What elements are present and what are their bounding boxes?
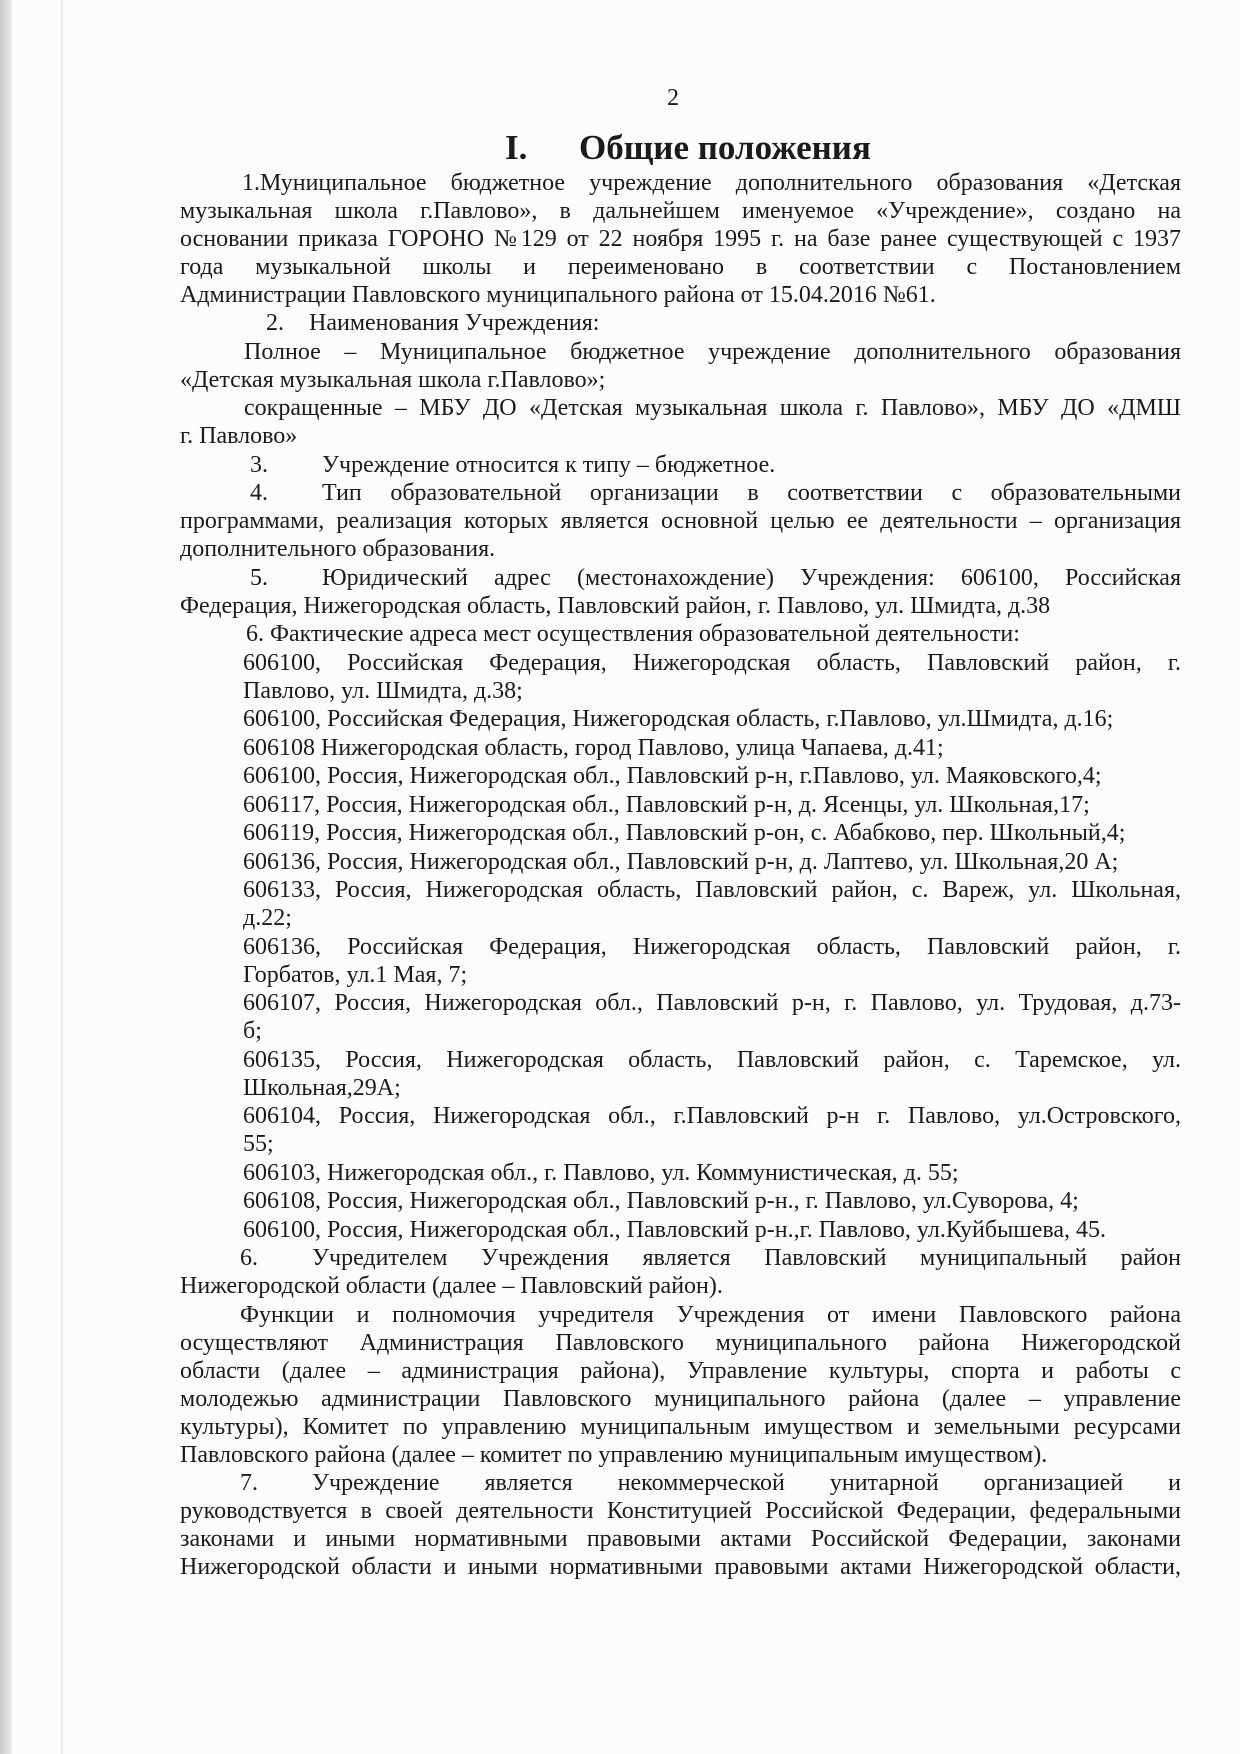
paragraph-number: 2.: [266, 310, 284, 336]
text-line: [180, 1441, 1181, 1469]
paragraph: [180, 338, 1181, 394]
text-line: [180, 1497, 1181, 1525]
text-line: [180, 197, 1181, 225]
numbered-paragraph: [180, 1244, 1181, 1300]
line-text: культуры), Комитет по управлению муниципальным имуществом и земельными ресурсами: [180, 1413, 1181, 1440]
line-text: 606100, Российская Федерация, Нижегородская область, г.Павлово, ул.Шмидта, д.16;: [243, 706, 1114, 732]
text-line: [180, 309, 1181, 337]
text-line: [180, 876, 1181, 904]
line-text: Павлово, ул. Шмидта, д.38;: [243, 677, 523, 704]
text-line: [180, 620, 1181, 648]
line-text: 606133, Россия, Нижегородская область, Павловский район, с. Вареж, ул. Школьная,: [243, 877, 1181, 903]
text-line: [180, 281, 1181, 309]
text-line: [180, 394, 1181, 422]
line-text: 606136, Российская Федерация, Нижегородская область, Павловский район, г.: [243, 933, 1181, 960]
paragraph: [180, 848, 1181, 876]
line-text: программами, реализация которых является основной целью ее деятельности – организация: [180, 508, 1181, 534]
line-text: года музыкальной школы и переименовано в соответствии с Постановлением: [180, 253, 1181, 280]
document-body: [180, 168, 1181, 1581]
paragraph-number: 7.: [240, 1470, 258, 1496]
numbered-paragraph: [180, 479, 1181, 563]
line-text: Горбатов, ул.1 Мая, 7;: [243, 961, 468, 988]
paragraph: [180, 1159, 1181, 1187]
paragraph: [180, 1301, 1181, 1469]
paragraph: [180, 734, 1181, 762]
numbered-paragraph: [180, 451, 1181, 479]
line-text: 606107, Россия, Нижегородская обл., Павловский р-н, г. Павлово, ул. Трудовая, д.73-: [243, 990, 1181, 1016]
line-text: Учредителем Учреждения является Павловский муниципальный район: [312, 1245, 1181, 1271]
text-line: [180, 1301, 1181, 1329]
line-text: Тип образовательной организации в соответствии с образовательными: [322, 480, 1181, 506]
text-line: [180, 762, 1181, 790]
line-text: 606117, Россия, Нижегородская обл., Павловский р-н, д. Ясенцы, ул. Школьная,17;: [243, 791, 1090, 818]
line-text: молодежью администрации Павловского муниципального района (далее – управление: [180, 1385, 1181, 1412]
text-line: [180, 1046, 1181, 1074]
section-title-text: Общие положения: [579, 128, 871, 167]
line-text: Нижегородской области и иными нормативными правовыми актами Нижегородской области,: [180, 1554, 1181, 1580]
line-text: б;: [243, 1018, 262, 1044]
text-line: [180, 933, 1181, 961]
text-line: [180, 592, 1181, 620]
page-number: 2: [667, 85, 679, 111]
paragraph-number: 6.: [240, 1245, 258, 1271]
paragraph-number: 4.: [250, 480, 268, 506]
text-line: [180, 1102, 1181, 1130]
text-line: [180, 1159, 1181, 1187]
paragraph: [180, 1102, 1181, 1158]
paragraph: [180, 169, 1181, 309]
text-line: [180, 1130, 1181, 1158]
paragraph: [180, 762, 1181, 790]
line-text: 606108, Россия, Нижегородская обл., Павловский р-н., г. Павлово, ул.Суворова, 4;: [243, 1188, 1079, 1214]
line-text: Учреждение относится к типу – бюджетное.: [322, 451, 776, 478]
text-line: [180, 1017, 1181, 1045]
text-line: [180, 961, 1181, 989]
line-text: осуществляют Администрация Павловского муниципального района Нижегородской: [180, 1329, 1181, 1356]
line-text: Наименования Учреждения:: [309, 310, 600, 336]
paragraph: [180, 933, 1181, 989]
text-line: [180, 1469, 1181, 1497]
section-title: [505, 128, 871, 168]
text-line: [180, 705, 1181, 733]
text-line: [180, 1525, 1181, 1553]
scan-edge-shadow: [0, 0, 12, 1754]
paragraph: [180, 394, 1181, 450]
line-text: 606104, Россия, Нижегородская обл., г.Павловский р-н г. Павлово, ул.Островского,: [243, 1103, 1181, 1129]
paragraph: [180, 620, 1181, 648]
line-text: основании приказа ГОРОНО №129 от 22 ноября 1995 г. на базе ранее существующей с 1937: [180, 225, 1181, 252]
line-text: Учреждение является некоммерческой унитарной организацией и: [312, 1470, 1181, 1496]
line-text: 606100, Россия, Нижегородская обл., Павловский р-н, г.Павлово, ул. Маяковского,4;: [243, 763, 1102, 789]
numbered-paragraph: [180, 309, 1181, 337]
paragraph: [180, 1216, 1181, 1244]
line-text: Функции и полномочия учредителя Учреждения от имени Павловского района: [240, 1301, 1181, 1328]
line-text: Школьная,29А;: [243, 1074, 401, 1101]
text-line: [180, 734, 1181, 762]
line-text: 606103, Нижегородская обл., г. Павлово, ул. Коммунистическая, д. 55;: [243, 1159, 959, 1186]
text-line: [180, 451, 1181, 479]
text-line: [180, 507, 1181, 535]
text-line: [180, 989, 1181, 1017]
paragraph-number: 5.: [250, 564, 268, 591]
text-line: [180, 1413, 1181, 1441]
text-line: [180, 1244, 1181, 1272]
text-line: [180, 848, 1181, 876]
line-text: сокращенные – МБУ ДО «Детская музыкальная школа г. Павлово», МБУ ДО «ДМШ: [244, 395, 1181, 421]
text-line: [180, 1553, 1181, 1581]
line-text: «Детская музыкальная школа г.Павлово»;: [180, 366, 606, 393]
line-text: 606119, Россия, Нижегородская обл., Павловский р-он, с. Абабково, пер. Школьный,4;: [243, 820, 1126, 846]
line-text: Павловского района (далее – комитет по управлению муниципальным имуществом).: [180, 1441, 1048, 1468]
section-numeral: I.: [505, 128, 528, 167]
text-line: [180, 1074, 1181, 1102]
paragraph: [180, 1046, 1181, 1102]
text-line: [180, 169, 1181, 197]
line-text: законами и иными нормативными правовыми актами Российской Федерации, законами: [180, 1526, 1181, 1552]
text-line: [180, 1329, 1181, 1357]
paragraph: [180, 649, 1181, 705]
paragraph: [180, 819, 1181, 847]
paragraph-number: 3.: [250, 451, 268, 478]
text-line: [180, 1187, 1181, 1215]
line-text: дополнительного образования.: [180, 536, 496, 562]
line-text: 606100, Россия, Нижегородская обл., Павловский р-н.,г. Павлово, ул.Куйбышева, 45.: [243, 1216, 1107, 1243]
line-text: 606108 Нижегородская область, город Павлово, улица Чапаева, д.41;: [243, 734, 944, 761]
text-line: [180, 422, 1181, 450]
line-text: 606100, Российская Федерация, Нижегородская область, Павловский район, г.: [243, 649, 1181, 676]
line-text: 606136, Россия, Нижегородская обл., Павловский р-н, д. Лаптево, ул. Школьная,20 А;: [243, 848, 1119, 875]
line-text: д.22;: [243, 905, 292, 931]
line-text: г. Павлово»: [180, 423, 298, 449]
line-text: 55;: [243, 1131, 274, 1157]
text-line: [180, 1216, 1181, 1244]
paragraph: [180, 705, 1181, 733]
text-line: [180, 1357, 1181, 1385]
text-line: [180, 366, 1181, 394]
line-text: Федерация, Нижегородская область, Павловский район, г. Павлово, ул. Шмидта, д.38: [180, 592, 1051, 619]
line-text: музыкальная школа г.Павлово», в дальнейшем именуемое «Учреждение», создано на: [180, 197, 1181, 224]
line-text: 6. Фактические адреса мест осуществления образовательной деятельности:: [246, 621, 1020, 647]
paragraph: [180, 989, 1181, 1045]
line-text: 606135, Россия, Нижегородская область, Павловский район, с. Таремское, ул.: [243, 1046, 1181, 1073]
text-line: [180, 791, 1181, 819]
text-line: [180, 225, 1181, 253]
text-line: [180, 253, 1181, 281]
numbered-paragraph: [180, 1469, 1181, 1581]
scan-fold-line: [61, 0, 63, 1754]
text-line: [180, 677, 1181, 705]
line-text: 1.Муниципальное бюджетное учреждение дополнительного образования «Детская: [242, 169, 1181, 196]
line-text: области (далее – администрация района), Управление культуры, спорта и работы с: [180, 1357, 1181, 1384]
text-line: [180, 479, 1181, 507]
text-line: [180, 535, 1181, 563]
paragraph: [180, 1187, 1181, 1215]
text-line: [180, 338, 1181, 366]
text-line: [180, 1385, 1181, 1413]
numbered-paragraph: [180, 564, 1181, 620]
paragraph: [180, 876, 1181, 932]
line-text: Администрации Павловского муниципального района от 15.04.2016 №61.: [180, 281, 936, 308]
line-text: Нижегородской области (далее – Павловский район).: [180, 1273, 723, 1299]
text-line: [180, 649, 1181, 677]
paragraph: [180, 791, 1181, 819]
line-text: Полное – Муниципальное бюджетное учреждение дополнительного образования: [244, 338, 1181, 365]
line-text: руководствуется в своей деятельности Конституцией Российской Федерации, федеральными: [180, 1498, 1181, 1524]
text-line: [180, 904, 1181, 932]
text-line: [180, 564, 1181, 592]
line-text: Юридический адрес (местонахождение) Учреждения: 606100, Российская: [322, 564, 1181, 591]
text-line: [180, 819, 1181, 847]
text-line: [180, 1272, 1181, 1300]
